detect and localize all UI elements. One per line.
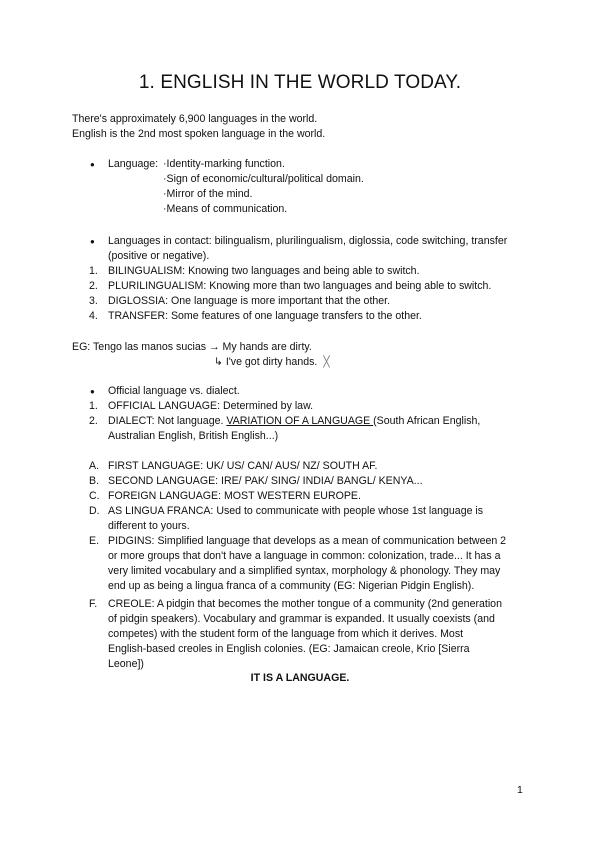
page-title: 1. ENGLISH IN THE WORLD TODAY. xyxy=(138,72,462,93)
language-function-3: ·Mirror of the mind. xyxy=(163,188,253,200)
type-letter: F. xyxy=(89,598,98,610)
example-correction: ↳ I've got dirty hands. xyxy=(214,356,318,368)
contact-item-num: 3. xyxy=(89,295,98,307)
example-line-1: EG: Tengo las manos sucias → My hands are dirty. xyxy=(72,341,312,353)
page-number: 1 xyxy=(517,784,523,796)
contact-item-num: 4. xyxy=(89,310,98,322)
type-letter: E. xyxy=(89,535,100,547)
dialect-item xyxy=(108,414,480,429)
conclusion: IT IS A LANGUAGE. xyxy=(250,672,350,684)
type-letter: B. xyxy=(89,475,100,487)
type-creole-line: Leone]) xyxy=(108,658,144,670)
official-item: OFFICIAL LANGUAGE: Determined by law. xyxy=(108,400,314,412)
type-creole-line: CREOLE: A pidgin that becomes the mother tongue of a community (2nd generation xyxy=(108,598,502,610)
bullet-icon: ● xyxy=(90,237,95,246)
dialect-item-num: 2. xyxy=(89,415,98,427)
contact-line-1: Languages in contact: bilingualism, plurilingualism, diglossia, code switching, transfer xyxy=(108,235,508,247)
intro-line-2: English is the 2nd most spoken language in the world. xyxy=(72,128,326,140)
language-label: Language: xyxy=(108,158,159,170)
contact-item: PLURILINGUALISM: Knowing more than two languages and being able to switch. xyxy=(108,280,492,292)
language-function-1: ·Identity-marking function. xyxy=(163,158,285,170)
type-pidgins-line: PIDGINS: Simplified language that develops as a mean of communication between 2 xyxy=(108,535,507,547)
type-pidgins-line: end up as being a lingua franca of a community (EG: Nigerian Pidgin English). xyxy=(108,580,475,592)
language-function-4: ·Means of communication. xyxy=(163,203,288,215)
bullet-icon: ● xyxy=(90,387,95,396)
official-line: Official language vs. dialect. xyxy=(108,385,240,397)
type-letter: D. xyxy=(89,505,100,517)
type-pidgins-line: or more groups that don't have a language in common: colonization, trade... It has a xyxy=(108,550,501,562)
type-lingua-franca-line: AS LINGUA FRANCA: Used to communicate with people whose 1st language is xyxy=(108,505,484,517)
contact-item: BILINGUALISM: Knowing two languages and being able to switch. xyxy=(108,265,420,277)
example-line-2 xyxy=(214,355,330,370)
dialect-post: (South African English, xyxy=(373,415,481,427)
contact-item: DIGLOSSIA: One language is more important that the other. xyxy=(108,295,391,307)
type-letter: A. xyxy=(89,460,100,472)
type-pidgins-line: very limited vocabulary and a simplified syntax, morphology & phonology. They may xyxy=(108,565,501,577)
cross-icon: ╳ xyxy=(323,356,330,368)
intro-line-1: There's approximately 6,900 languages in the world. xyxy=(72,113,318,125)
type-foreign-language: FOREIGN LANGUAGE: MOST WESTERN EUROPE. xyxy=(108,490,361,502)
contact-item: TRANSFER: Some features of one language transfers to the other. xyxy=(108,310,422,322)
bullet-icon: ● xyxy=(90,160,95,169)
language-function-2: ·Sign of economic/cultural/political domain. xyxy=(163,173,364,185)
type-creole-line: of pidgin speakers). Vocabulary and grammar is expanded. It usually coexists (and xyxy=(108,613,495,625)
type-lingua-franca-line: different to yours. xyxy=(108,520,190,532)
contact-line-2: (positive or negative). xyxy=(108,250,210,262)
type-second-language: SECOND LANGUAGE: IRE/ PAK/ SING/ INDIA/ BANGL/ KENYA... xyxy=(108,475,423,487)
type-letter: C. xyxy=(89,490,100,502)
dialect-item-line-2: Australian English, British English...) xyxy=(108,430,279,442)
official-item-num: 1. xyxy=(89,400,98,412)
type-creole-line: competes) with the student form of the language from which it derives. Most xyxy=(108,628,464,640)
dialect-underlined: VARIATION OF A LANGUAGE xyxy=(226,415,374,427)
contact-item-num: 1. xyxy=(89,265,98,277)
type-first-language: FIRST LANGUAGE: UK/ US/ CAN/ AUS/ NZ/ SOUTH AF. xyxy=(108,460,378,472)
dialect-pre: DIALECT: Not language. xyxy=(108,415,227,427)
type-creole-line: English-based creoles in English colonies. (EG: Jamaican creole, Krio [Sierra xyxy=(108,643,470,655)
contact-item-num: 2. xyxy=(89,280,98,292)
